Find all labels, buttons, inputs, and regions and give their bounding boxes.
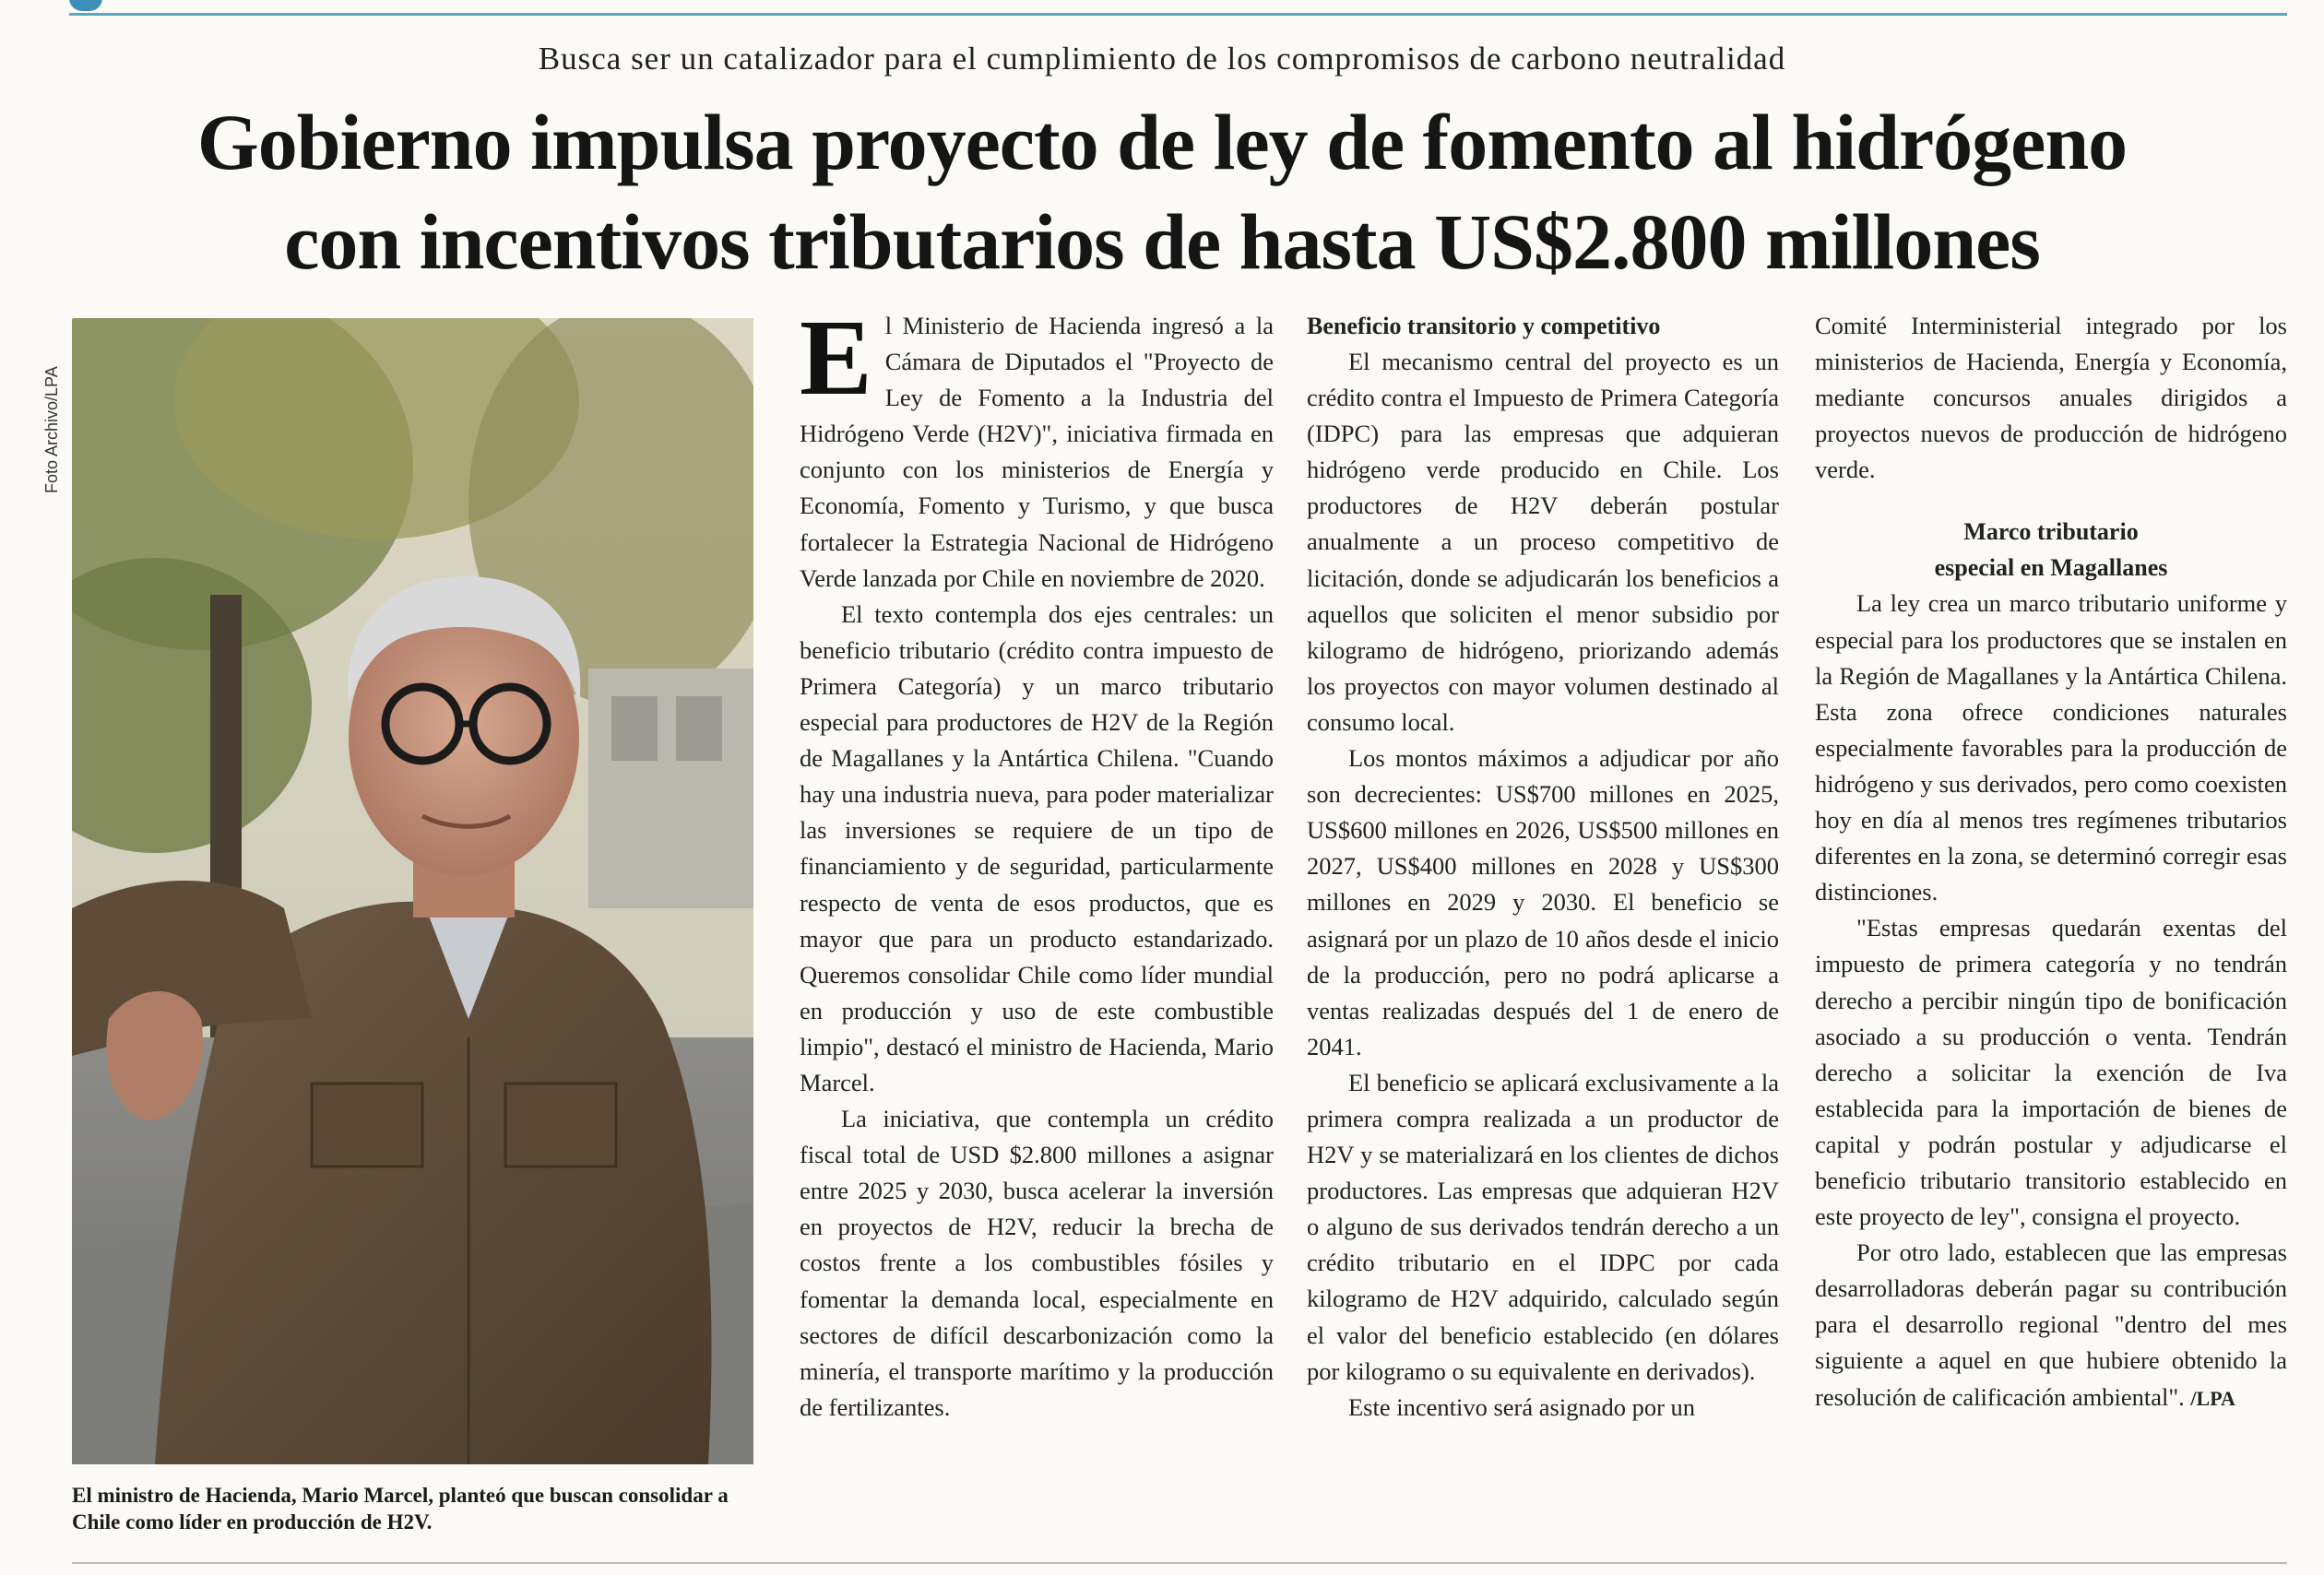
paragraph: La ley crea un marco tributario uniforme y especial para los productores que se instalen en la Región de Magallanes y la Antártica Chilena. Esta zona ofrece condiciones naturales especialmente favorables para la producción de hidrógeno y sus derivados, pero como coexisten hoy en día al menos tres regímenes tributarios diferentes en la zona, se determinó corregir esas distinciones.	[1815, 589, 2287, 906]
paragraph: Los montos máximos a adjudicar por año son decrecientes: US$700 millones en 2025, US$600 millones en 2026, US$500 millones en 2027, US$400 millones en 2028 y US$300 millones en 2029 y 2030. El beneficio se asignará por un plazo de 10 años desde el inicio de la producción, pero no podrá aplicarse a ventas realizadas después del 1 de enero de 2041.	[1307, 744, 1779, 1060]
paragraph: El texto contempla dos ejes centrales: un beneficio tributario (crédito contra impuesto de Primera Categoría) y un marco tributario especial para productores de H2V de la Región de Magallanes y la Antártica Chilena. "Cuando hay una industria nueva, para poder materializar las inversiones se requiere de un tipo de financiamiento y de seguridad, particularmente respecto de venta de esos productos, que es mayor que para un producto estandarizado. Queremos consolidar Chile como líder mundial en producción y uso de este combustible limpio", destacó el ministro de Hacienda, Mario Marcel.	[800, 599, 1274, 1096]
article-photo	[72, 318, 753, 1464]
article-column-3	[1815, 308, 2287, 1416]
article-headline	[0, 92, 2324, 291]
paragraph	[1815, 1235, 2287, 1415]
drop-cap: E	[800, 297, 872, 418]
lead-paragraph	[800, 297, 1274, 597]
subheading-marco-line-2: especial en Magallanes	[1934, 554, 2168, 582]
paragraph: Comité Interministerial integrado por los ministerios de Hacienda, Energía y Economía, mediante concursos anuales dirigidos a proyectos nuevos de producción de hidrógeno verde.	[1815, 312, 2287, 484]
agency-signature: /LPA	[2190, 1386, 2235, 1410]
closing-paragraph-text: Por otro lado, establecen que las empresas desarrolladoras deberán pagar su contribución para el desarrollo regional "dentro del mes siguiente a aquel en que hubiere obtenido la resolución de calificación ambiental".	[1815, 1238, 2287, 1411]
headline-line-2: con incentivos tributarios de hasta US$2.800 millones	[284, 197, 2040, 286]
article-kicker: Busca ser un catalizador para el cumplimiento de los compromisos de carbono neutralidad	[538, 41, 1786, 77]
photo-caption: El ministro de Hacienda, Mario Marcel, planteó que buscan consolidar a Chile como líder en producción de H2V.	[72, 1484, 729, 1534]
photo-credit	[42, 318, 68, 493]
paragraph: El mecanismo central del proyecto es un crédito contra el Impuesto de Primera Categoría (IDPC) para las empresas que adquieran hidrógeno verde producido en Chile. Los productores de H2V deberán postular anualmente a un proceso competitivo de licitación, donde se adjudicarán los beneficios a aquellos que soliciten el menor subsidio por kilogramo de hidrógeno, priorizando además los proyectos con mayor volumen destinado al consumo local.	[1307, 348, 1779, 736]
article-column-1	[800, 297, 1274, 1426]
paragraph: La iniciativa, que contempla un crédito fiscal total de USD $2.800 millones a asignar entre 2025 y 2030, busca acelerar la inversión en proyectos de H2V, reducir la brecha de costos frente a los combustibles fósiles y fomentar la demanda local, especialmente en sectores de difícil descarbonización como la minería, el transporte marítimo y la producción de fertilizantes.	[800, 1105, 1274, 1421]
lead-paragraph-text: l Ministerio de Hacienda ingresó a la Cámara de Diputados el "Proyecto de Ley de Fomento a la Industria del Hidrógeno Verde (H2V)", iniciativa firmada en conjunto con los ministerios de Energía y Economía, Fomento y Turismo, y que busca fortalecer la Estrategia Nacional de Hidrógeno Verde lanzada por Chile en noviembre de 2020.	[800, 312, 1274, 592]
paragraph: "Estas empresas quedarán exentas del impuesto de primera categoría y no tendrán derecho a percibir ningún tipo de bonificación asociado a su producción o venta. Tendrán derecho a solicitar la exención de Iva establecida para la importación de bienes de capital y podrán postular y adjudicarse el beneficio tributario transitorio establecido en este proyecto de ley", consigna el proyecto.	[1815, 914, 2287, 1231]
article-column-2	[1307, 308, 1779, 1426]
subheading-beneficio: Beneficio transitorio y competitivo	[1307, 313, 1661, 339]
page-header	[0, 0, 2324, 17]
header-rule	[69, 13, 2287, 16]
subheading-marco-line-1: Marco tributario	[1963, 518, 2139, 546]
minister-portrait-image	[72, 318, 753, 1464]
paragraph: Este incentivo será asignado por un	[1348, 1392, 1696, 1421]
photo-credit-text: Foto Archivo/LPA	[42, 366, 61, 493]
bottom-rule	[72, 1562, 2287, 1564]
paragraph: El beneficio se aplicará exclusivamente a la primera compra realizada a un productor de H2V y se materializará en los clientes de dichos productores. Las empresas que adquieran H2V o alguno de sus derivados tendrán derecho a un crédito tributario en el IDPC por cada kilogramo de H2V adquirido, calculado según el valor del beneficio establecido (en dólares por kilogramo o su equivalente en derivados).	[1307, 1068, 1779, 1385]
headline-line-1: Gobierno impulsa proyecto de ley de fomento al hidrógeno	[196, 98, 2128, 186]
page-number-tab	[69, 0, 102, 11]
